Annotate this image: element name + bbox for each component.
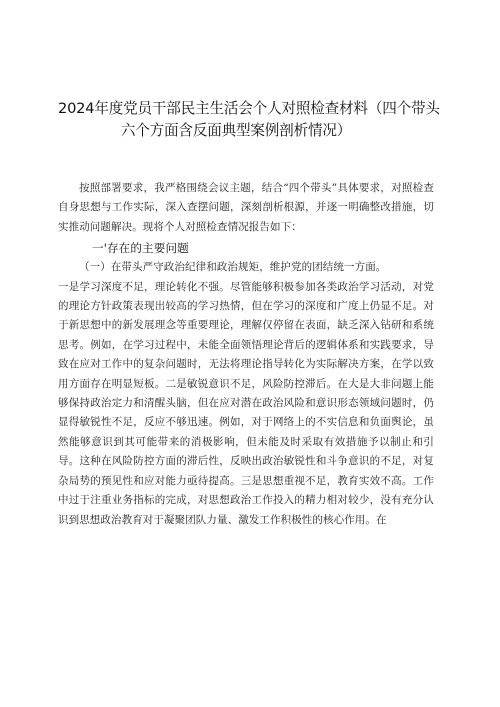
title-line-2: 六个方面含反面典型案例剖析情况） bbox=[120, 122, 352, 139]
title-line-1: 2024年度党员干部民主生活会个人对照检查材料（四个带头 bbox=[58, 100, 440, 117]
document-body bbox=[58, 179, 434, 530]
subsection-heading: （一）在带头严守政治纪律和政治规矩，维护党的团结统一方面。 bbox=[79, 261, 387, 274]
section-heading: 一'存在的主要问题 bbox=[92, 241, 189, 256]
intro-paragraph: 按照部署要求，我严格围绕会议主题，结合“四个带头”具体要求，对照检查自身思想与工作实际，深入查摆问题，深刻剖析根源，并逐一明确整改措施，切实推动问题解决。现将个人对照检查情况报告如下： bbox=[58, 182, 434, 233]
document-title bbox=[58, 0, 440, 142]
body-paragraph: 一是学习深度不足，理论转化不强。尽管能够积极参加各类政治学习活动，对党的理论方针政策表现出较高的学习热情，但在学习的深度和广度上仍显不足。对于新思想中的新发展理念等重要理论，理解仅停留在表面，缺乏深入钻研和系统思考。例如，在学习过程中，未能全面领悟理论背后的逻辑体系和实践要求，导致在应对工作中的复杂问题时，无法将理论指导转化为实际解决方案，在学以致用方面存在明显短板。二是敏锐意识不足，风险防控滞后。在大是大非问题上能够保持政治定力和清醒头脑，但在应对潜在政治风险和意识形态领域问题时，仍显得敏锐性不足，反应不够迅速。例如，对于网络上的不实信息和负面舆论，虽然能够意识到其可能带来的消极影响，但未能及时采取有效措施予以制止和引导。这种在风险防控方面的滞后性，反映出政治敏锐性和斗争意识的不足，对复杂局势的预见性和应对能力亟待提高。三是思想重视不足，教育实效不高。工作中过于注重业务指标的完成，对思想政治工作投入的精力相对较少，没有充分认识到思想政治教育对于凝聚团队力量、激发工作积极性的核心作用。在 bbox=[58, 280, 434, 526]
